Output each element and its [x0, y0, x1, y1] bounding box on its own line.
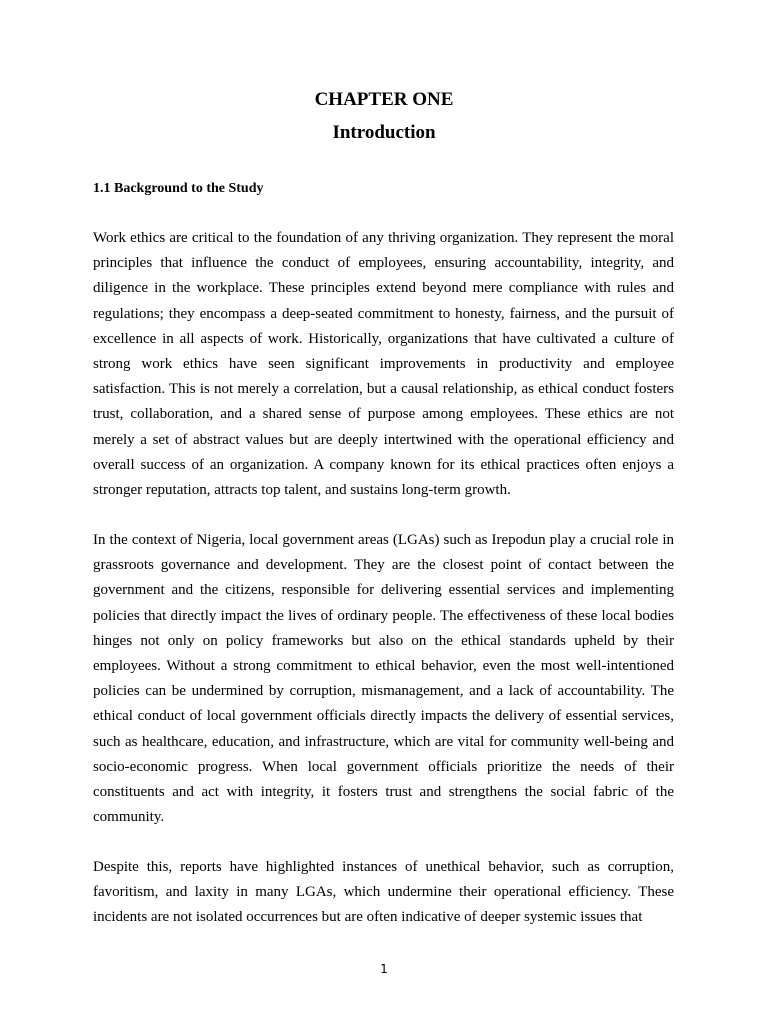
- body-paragraph-1: Work ethics are critical to the foundation of any thriving organization. They represent the moral principles that influence the conduct of employees, ensuring accountability, integrity, and diligence in the workplace. These principles extend beyond mere compliance with rules and regulations; they encompass a deep-seated commitment to honesty, fairness, and the pursuit of excellence in all aspects of work. Historically, organizations that have cultivated a culture of strong work ethics have seen significant improvements in productivity and employee satisfaction. This is not merely a correlation, but a causal relationship, as ethical conduct fosters trust, collaboration, and a shared sense of purpose among employees. These ethics are not merely a set of abstract values but are deeply intertwined with the operational efficiency and overall success of an organization. A company known for its ethical practices often enjoys a stronger reputation, attracts top talent, and sustains long-term growth.: [93, 230, 674, 499]
- chapter-heading: CHAPTER ONE: [314, 89, 454, 110]
- section-heading: 1.1 Background to the Study: [93, 181, 264, 196]
- body-paragraph-3: Despite this, reports have highlighted instances of unethical behavior, such as corruption, favoritism, and laxity in many LGAs, which undermine their operational efficiency. These incidents are not isolated occurrences but are often indicative of deeper systemic issues that: [93, 859, 674, 926]
- page-number: 1: [380, 962, 388, 976]
- body-paragraph-2: In the context of Nigeria, local government areas (LGAs) such as Irepodun play a crucial role in grassroots governance and development. They are the closest point of contact between the government and the citizens, responsible for delivering essential services and implementing policies that directly impact the lives of ordinary people. The effectiveness of these local bodies hinges not only on policy frameworks but also on the ethical standards upheld by their employees. Without a strong commitment to ethical behavior, even the most well-intentioned policies can be undermined by corruption, mismanagement, and a lack of accountability. The ethical conduct of local government officials directly impacts the delivery of essential services, such as healthcare, education, and infrastructure, which are vital for community well-being and socio-economic progress. When local government officials prioritize the needs of their constituents and act with integrity, it fosters trust and strengthens the social fabric of the community.: [93, 532, 674, 826]
- chapter-title: Introduction: [332, 122, 436, 143]
